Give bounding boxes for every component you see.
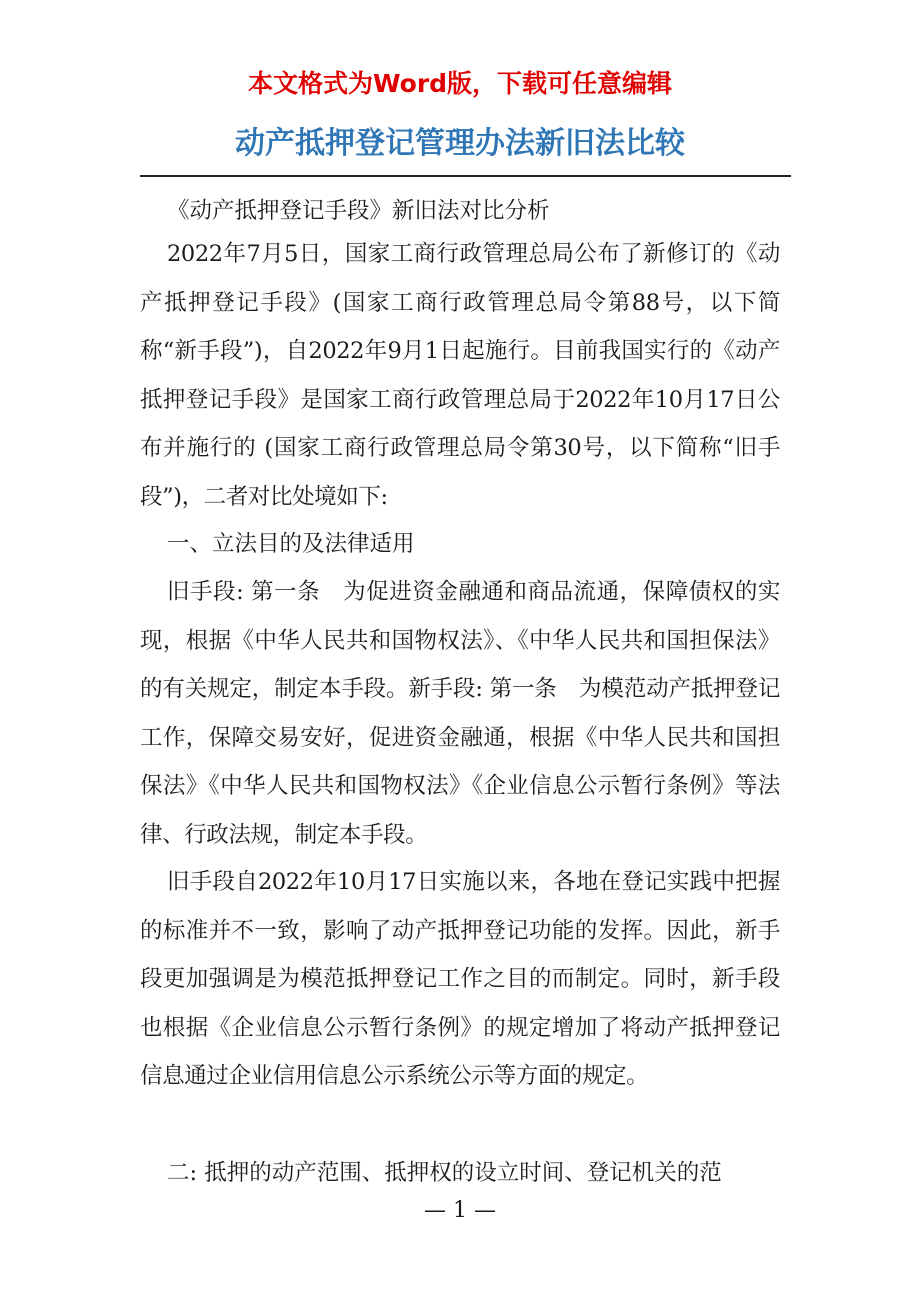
page-number: — 1 — [424,1198,496,1223]
format-notice-banner: 本文格式为Word版，下载可任意编辑 [247,69,673,98]
section-heading-1: 一、立法目的及法律适用 [167,531,415,557]
analysis-paragraph: 旧手段自2022年10月17日实施以来，各地在登记实践中把握的标准并不一致，影响了动产抵押登记功能的发挥。因此，新手段更加强调是为模范抵押登记工作之目的而制定。同时，新手段也根据《企业信息公示暂行条例》的规定增加了将动产抵押登记信息通过企业信用信息公示系统公示等方面的规定。 [140,869,780,1089]
section-heading-2: 二: 抵押的动产范围、抵押权的设立时间、登记机关的范 [167,1160,722,1186]
document-title: 动产抵押登记管理办法新旧法比较 [235,126,685,161]
section-1-paragraph: 旧手段: 第一条 为促进资金融通和商品流通，保障债权的实现，根据《中华人民共和国物权法》、《中华人民共和国担保法》的有关规定，制定本手段。新手段: 第一条 为模范动产抵押登记工作，保障交易安好，促进资金融通，根据《中华人民共和国担保法》《中华人民共和国物权法》《企业信息公示暂行条例》等法律、行政法规，制定本手段。 [140,579,780,848]
subtitle-paragraph: 《动产抵押登记手段》新旧法对比分析 [167,198,550,224]
intro-paragraph: 2022年7月5日，国家工商行政管理总局公布了新修订的《动产抵押登记手段》(国家工商行政管理总局令第88号，以下简称“新手段”)，自2022年9月1日起施行。目前我国实行的《动产抵押登记手段》是国家工商行政管理总局于2022年10月17日公布并施行的 (国家工商行政管理总局令第30号，以下简称“旧手段”)，二者对比处境如下: [140,241,780,510]
title-divider [140,175,791,177]
